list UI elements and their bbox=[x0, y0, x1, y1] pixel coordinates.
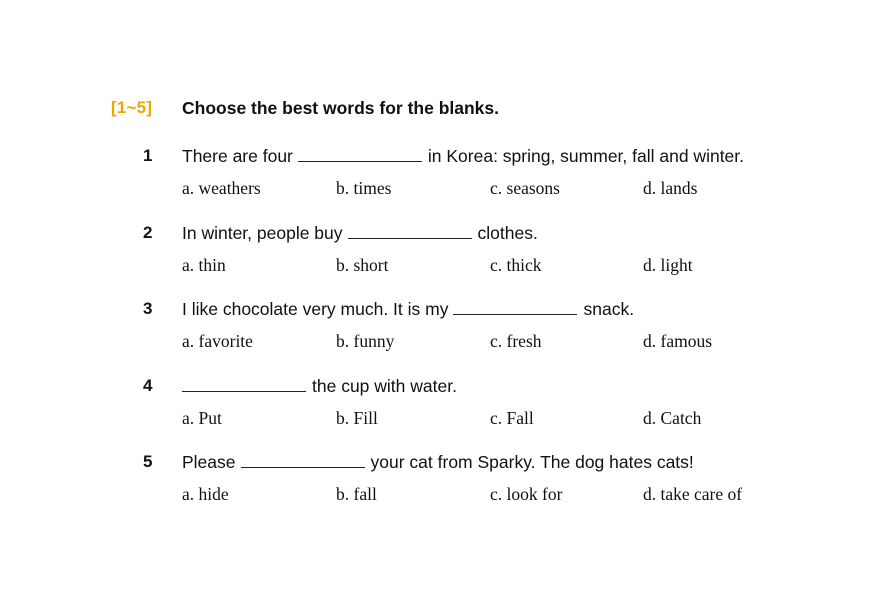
instruction-text: Choose the best words for the blanks. bbox=[182, 98, 499, 118]
answer-blank bbox=[453, 299, 577, 315]
stem-after-blank: your cat from Sparky. The dog hates cats! bbox=[370, 452, 694, 472]
question-1 bbox=[0, 146, 873, 212]
option-c: c. look for bbox=[490, 484, 563, 504]
option-b: b. funny bbox=[336, 331, 395, 351]
option-a: a. hide bbox=[182, 484, 229, 504]
stem-before-blank: In winter, people buy bbox=[182, 223, 343, 243]
option-b: b. Fill bbox=[336, 408, 378, 428]
option-d: d. take care of bbox=[643, 484, 743, 504]
section-header bbox=[111, 98, 811, 122]
option-c: c. fresh bbox=[490, 331, 542, 351]
option-c: c. seasons bbox=[490, 178, 560, 198]
question-stem bbox=[182, 299, 634, 320]
answer-blank bbox=[241, 452, 365, 468]
answer-blank bbox=[182, 376, 306, 392]
question-stem bbox=[182, 376, 457, 397]
question-4 bbox=[0, 376, 873, 442]
option-b: b. short bbox=[336, 255, 389, 275]
question-number: 1 bbox=[143, 146, 153, 165]
question-stem bbox=[182, 223, 538, 244]
question-3 bbox=[0, 299, 873, 365]
question-number: 2 bbox=[143, 223, 153, 242]
option-d: d. lands bbox=[643, 178, 698, 198]
stem-after-blank: in Korea: spring, summer, fall and winter. bbox=[427, 146, 745, 166]
question-2 bbox=[0, 223, 873, 289]
option-a: a. thin bbox=[182, 255, 226, 275]
option-c: c. Fall bbox=[490, 408, 534, 428]
option-d: d. famous bbox=[643, 331, 713, 351]
answer-blank bbox=[298, 146, 422, 162]
option-b: b. fall bbox=[336, 484, 377, 504]
option-c: c. thick bbox=[490, 255, 542, 275]
option-b: b. times bbox=[336, 178, 392, 198]
question-stem bbox=[182, 452, 694, 473]
question-stem bbox=[182, 146, 744, 167]
stem-after-blank: snack. bbox=[583, 299, 635, 319]
question-range-label: [1~5] bbox=[111, 98, 153, 117]
option-d: d. light bbox=[643, 255, 693, 275]
stem-before-blank: Please bbox=[182, 452, 236, 472]
answer-blank bbox=[348, 223, 472, 239]
stem-after-blank: the cup with water. bbox=[312, 376, 457, 396]
question-number: 4 bbox=[143, 376, 153, 395]
option-a: a. weathers bbox=[182, 178, 261, 198]
question-number: 5 bbox=[143, 452, 153, 471]
stem-after-blank: clothes. bbox=[477, 223, 538, 243]
stem-before-blank: I like chocolate very much. It is my bbox=[182, 299, 449, 319]
question-number: 3 bbox=[143, 299, 153, 318]
question-5 bbox=[0, 452, 873, 518]
option-d: d. Catch bbox=[643, 408, 702, 428]
stem-before-blank: There are four bbox=[182, 146, 293, 166]
option-a: a. favorite bbox=[182, 331, 253, 351]
option-a: a. Put bbox=[182, 408, 222, 428]
